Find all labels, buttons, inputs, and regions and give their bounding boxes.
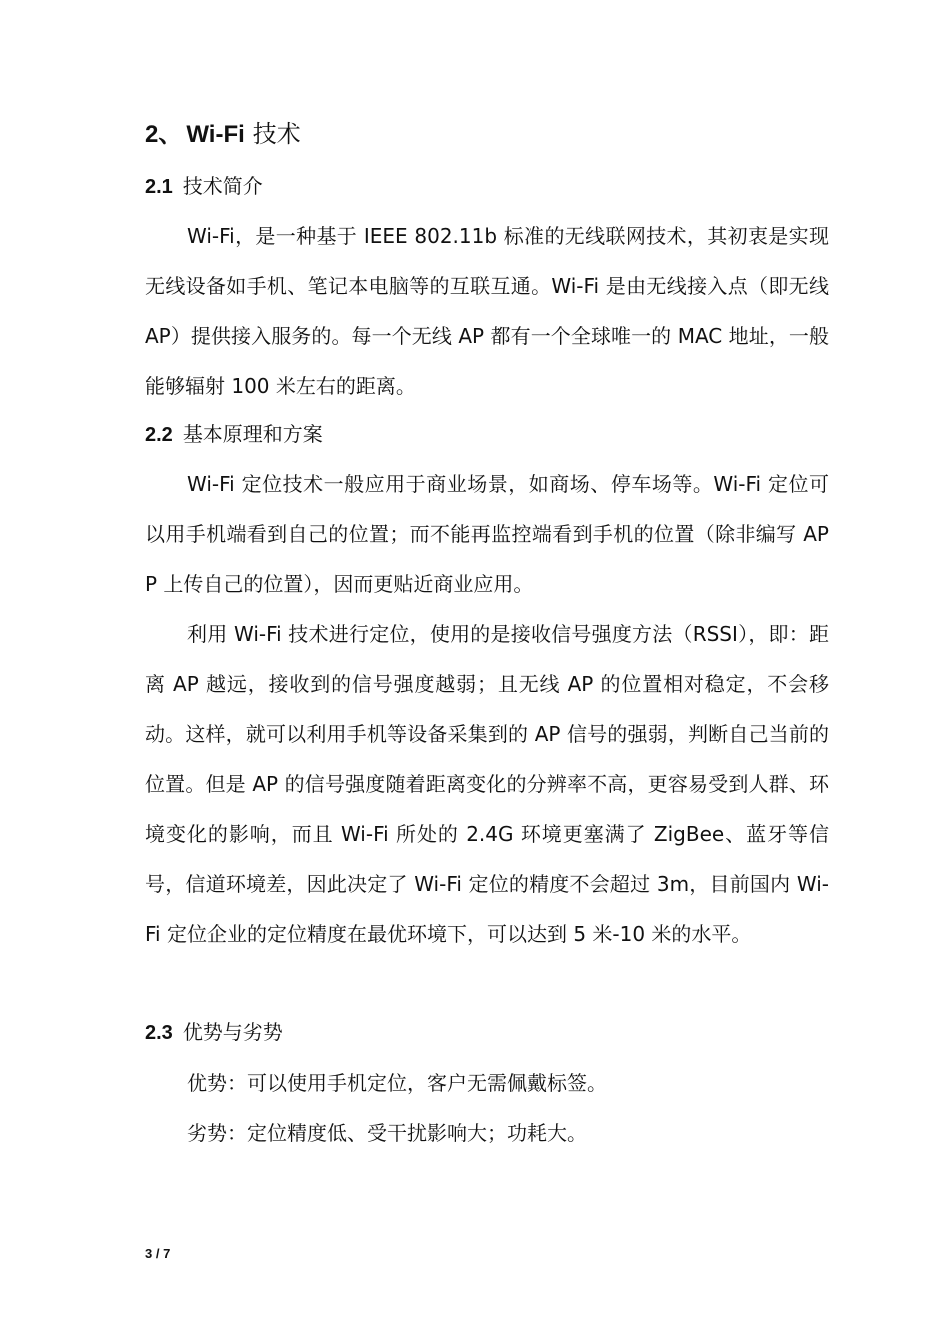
subsection-title: 基本原理和方案 xyxy=(182,422,323,446)
subsection-title: 技术简介 xyxy=(182,174,263,198)
subsection-heading-2-2 xyxy=(145,416,323,453)
paragraph: 利用 Wi-Fi 技术进行定位，使用的是接收信号强度方法（RSSI），即：距离 AP 越远，接收到的信号强度越弱；且无线 AP 的位置相对稳定，不会移动。这样，就可以利用手机等设备采集到的 AP 信号的强弱，判断自己当前的位置。但是 AP 的信号强度随着距离变化的分辨率不高，更容易受到人群、环境变化的影响，而且 Wi-Fi 所处的 2.4G 环境更塞满了 ZigBee、蓝牙等信号，信道环境差，因此决定了 Wi-Fi 定位的精度不会超过 3m，目前国内 Wi-Fi 定位企业的定位精度在最优环境下，可以达到 5 米-10 米的水平。 xyxy=(145,622,829,946)
subsection-number: 2.2 xyxy=(145,424,173,446)
subsection-number: 2.3 xyxy=(145,1022,173,1044)
paragraph: 劣势：定位精度低、受干扰影响大；功耗大。 xyxy=(187,1121,587,1145)
subsection-heading-2-1 xyxy=(145,168,263,205)
section-title-zh: 技术 xyxy=(252,120,301,148)
subsection-title: 优势与劣势 xyxy=(182,1020,283,1044)
section-number: 2、 xyxy=(145,121,183,148)
section-heading xyxy=(145,114,301,155)
paragraph: 优势：可以使用手机定位，客户无需佩戴标签。 xyxy=(187,1071,607,1095)
paragraph: Wi-Fi，是一种基于 IEEE 802.11b 标准的无线联网技术，其初衷是实现无线设备如手机、笔记本电脑等的互联互通。Wi-Fi 是由无线接入点（即无线 AP）提供接入服务的。每一个无线 AP 都有一个全球唯一的 MAC 地址，一般能够辐射 100 米左右的距离。 xyxy=(145,224,829,398)
page-number: 3 / 7 xyxy=(145,1246,171,1261)
subsection-heading-2-3 xyxy=(145,1014,283,1051)
subsection-number: 2.1 xyxy=(145,176,173,198)
paragraph: Wi-Fi 定位技术一般应用于商业场景，如商场、停车场等。Wi-Fi 定位可以用手机端看到自己的位置；而不能再监控端看到手机的位置（除非编写 APP 上传自己的位置），因而更贴近商业应用。 xyxy=(145,472,829,596)
section-title-en: Wi-Fi xyxy=(186,121,245,148)
